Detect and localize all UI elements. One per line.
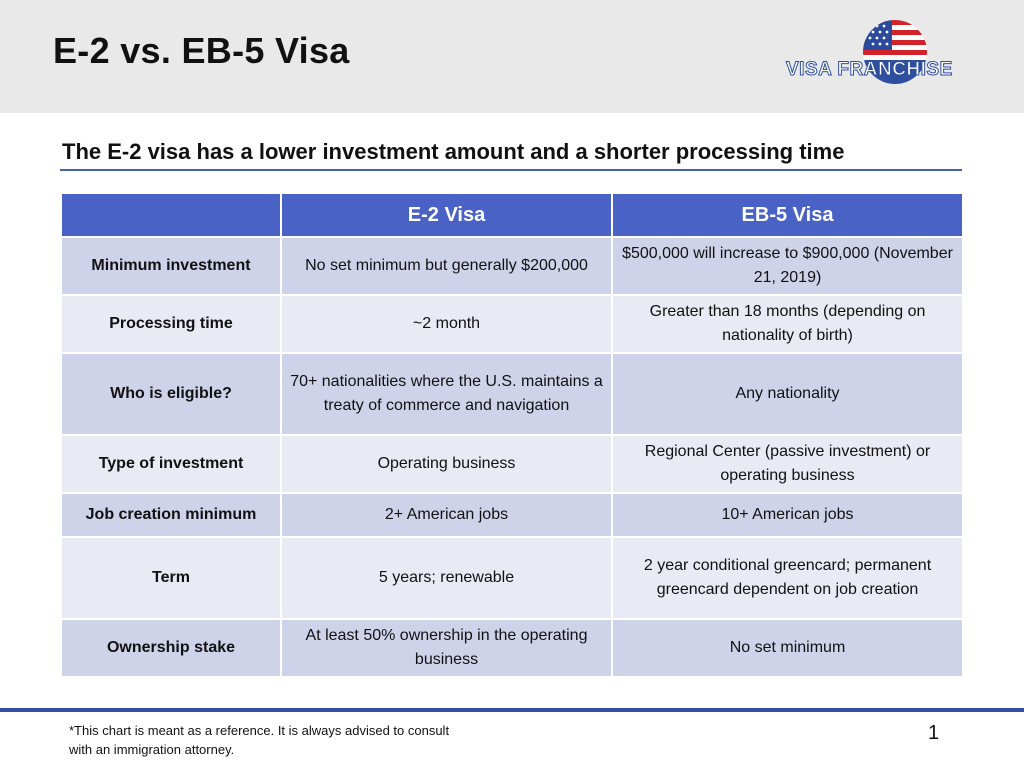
- e2-cell: Operating business: [281, 435, 612, 493]
- slide-subtitle: The E-2 visa has a lower investment amount and a shorter processing time: [62, 139, 845, 164]
- eb5-cell: Regional Center (passive investment) or operating business: [612, 435, 963, 493]
- header-cell-eb5: EB-5 Visa: [612, 193, 963, 237]
- table-row: [61, 237, 963, 295]
- eb5-cell: No set minimum: [612, 619, 963, 677]
- eb5-cell: $500,000 will increase to $900,000 (November 21, 2019): [612, 237, 963, 295]
- page-number: 1: [928, 722, 940, 744]
- page-title: E-2 vs. EB-5 Visa: [53, 30, 350, 71]
- footer-rule: [0, 708, 1024, 712]
- e2-cell: No set minimum but generally $200,000: [281, 237, 612, 295]
- row-label: Term: [61, 537, 281, 619]
- logo-text: VISA FRANCHISE: [786, 59, 953, 80]
- table-row: [61, 619, 963, 677]
- row-label: Type of investment: [61, 435, 281, 493]
- row-label: Ownership stake: [61, 619, 281, 677]
- table-row: [61, 353, 963, 435]
- e2-cell: 2+ American jobs: [281, 493, 612, 537]
- table-row: [61, 537, 963, 619]
- row-label: Job creation minimum: [61, 493, 281, 537]
- eb5-cell: Greater than 18 months (depending on nationality of birth): [612, 295, 963, 353]
- eb5-cell: 10+ American jobs: [612, 493, 963, 537]
- e2-cell: 70+ nationalities where the U.S. maintains a treaty of commerce and navigation: [281, 353, 612, 435]
- row-label: Minimum investment: [61, 237, 281, 295]
- row-label: Processing time: [61, 295, 281, 353]
- table-row: [61, 435, 963, 493]
- header-cell-empty: [61, 193, 281, 237]
- table-header-row: [61, 193, 963, 237]
- subtitle-underline: [60, 169, 962, 171]
- eb5-cell: Any nationality: [612, 353, 963, 435]
- visa-comparison-table: [60, 192, 964, 678]
- visa-franchise-logo: [786, 18, 1010, 94]
- table-row: [61, 493, 963, 537]
- header-cell-e2: E-2 Visa: [281, 193, 612, 237]
- footnote: *This chart is meant as a reference. It is always advised to consult with an immigration attorney.: [69, 723, 450, 757]
- row-label: Who is eligible?: [61, 353, 281, 435]
- table-row: [61, 295, 963, 353]
- e2-cell: At least 50% ownership in the operating business: [281, 619, 612, 677]
- e2-cell: 5 years; renewable: [281, 537, 612, 619]
- e2-cell: ~2 month: [281, 295, 612, 353]
- eb5-cell: 2 year conditional greencard; permanent greencard dependent on job creation: [612, 537, 963, 619]
